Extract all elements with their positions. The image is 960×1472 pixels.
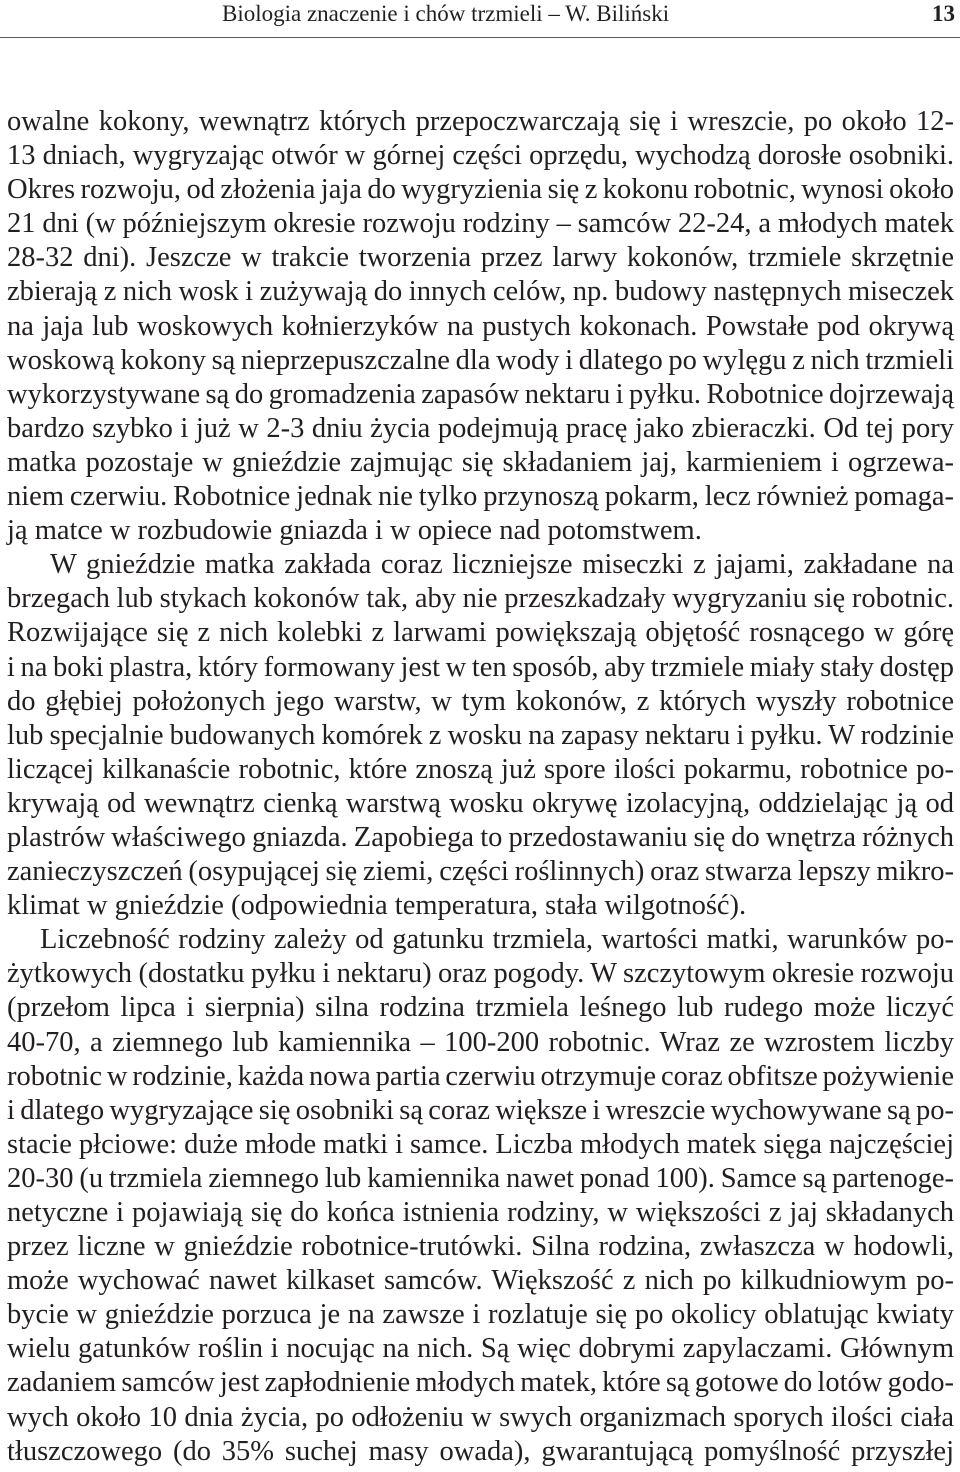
- text-line: Okres rozwoju, od złożenia jaja do wygryzienia się z kokonu robotnic, wynosi około: [7, 174, 954, 206]
- text-line: na jaja lub woskowych kołnierzyków na pustych kokonach. Powstałe pod okrywą: [7, 310, 954, 342]
- text-line: klimat w gnieździe (odpowiednia temperatura, stała wilgotność).: [7, 890, 747, 922]
- text-line: bycie w gnieździe porzuca je na zawsze i rozlatuje się po okolicy oblatując kwiaty: [7, 1299, 954, 1331]
- text-line: zadaniem samców jest zapłodnienie młodych matek, które są gotowe do lotów godo-: [7, 1367, 954, 1399]
- text-line: tłuszczowego (do 35% suchej masy owada), gwarantującą pomyślność przyszłej: [7, 1435, 954, 1467]
- text-line: owalne kokony, wewnątrz których przepoczwarczają się i wreszcie, po około 12-: [7, 106, 954, 137]
- text-line: lub specjalnie budowanych komórek z wosku na zapasy nektaru i pyłku. W rodzinie: [7, 719, 954, 751]
- text-line: Rozwijające się z nich kolebki z larwami powiększają objętość rosnącego w górę: [7, 617, 954, 649]
- running-title: Biologia znaczenie i chów trzmieli – W. Biliński: [222, 1, 670, 26]
- text-line: Liczebność rodziny zależy od gatunku trzmiela, wartości matki, warunków po-: [40, 924, 954, 956]
- text-line: liczącej kilkanaście robotnic, które znoszą już spore ilości pokarmu, robotnice po-: [7, 753, 954, 785]
- text-line: 40-70, a ziemnego lub kamiennika – 100-200 robotnic. Wraz ze wzrostem liczby: [7, 1026, 954, 1058]
- text-line: do głębiej położonych jego warstw, w tym kokonów, z których wyszły robotnice: [7, 685, 954, 717]
- text-line: woskową kokony są nieprzepuszczalne dla wody i dlatego po wylęgu z nich trzmieli: [7, 344, 954, 376]
- text-line: brzegach lub stykach kokonów tak, aby nie przeszkadzały wygryzaniu się robotnic.: [7, 583, 954, 615]
- text-line: plastrów właściwego gniazda. Zapobiega to przedostawaniu się do wnętrza różnych: [7, 821, 954, 853]
- paragraph-2: [7, 548, 955, 923]
- text-line: wykorzystywane są do gromadzenia zapasów nektaru i pyłku. Robotnice dojrzewają: [7, 378, 954, 410]
- text-line: bardzo szybko i już w 2-3 dniu życia podejmują pracę jako zbieraczki. Od tej pory: [7, 412, 954, 444]
- text-line: krywają od wewnątrz cienką warstwą wosku okrywę izolacyjną, oddzielając ją od: [7, 787, 954, 819]
- text-line: matka pozostaje w gnieździe zajmując się składaniem jaj, karmieniem i ogrzewa-: [7, 446, 954, 478]
- text-line: niem czerwiu. Robotnice jednak nie tylko przynoszą pokarm, lecz również pomaga-: [7, 481, 954, 513]
- paragraph-3: [7, 923, 955, 1469]
- text-line: 28-32 dni). Jeszcze w trakcie tworzenia przez larwy kokonów, trzmiele skrzętnie: [7, 242, 954, 274]
- header-rule: [0, 37, 960, 38]
- text-line: wielu gatunków roślin i nocując na nich. Są więc dobrymi zapylaczami. Głównym: [7, 1333, 954, 1365]
- text-line: 21 dni (w późniejszym okresie rozwoju rodziny – samców 22-24, a młodych matek: [7, 208, 954, 240]
- paragraph-1: [7, 105, 955, 548]
- body-text: [7, 105, 955, 1469]
- text-line: zanieczyszczeń (osypującej się ziemi, części roślinnych) oraz stwarza lepszy mikro-: [7, 856, 954, 888]
- text-line: przez liczne w gnieździe robotnice-trutówki. Silna rodzina, zwłaszcza w hodowli,: [7, 1231, 954, 1263]
- text-line: wych około 10 dnia życia, po odłożeniu w swych organizmach sporych ilości ciała: [7, 1401, 954, 1433]
- text-line: zbierają z nich wosk i zużywają do innych celów, np. budowy następnych miseczek: [7, 276, 954, 308]
- text-line: żytkowych (dostatku pyłku i nektaru) oraz pogody. W szczytowym okresie rozwoju: [7, 958, 954, 990]
- text-line: 13 dniach, wygryzając otwór w górnej części oprzędu, wychodzą dorosłe osobniki.: [7, 140, 954, 172]
- text-line: i na boki plastra, który formowany jest w ten sposób, aby trzmiele miały stały dostęp: [7, 651, 954, 683]
- text-line: (przełom lipca i sierpnia) silna rodzina trzmiela leśnego lub rudego może liczyć: [7, 992, 954, 1024]
- text-line: robotnic w rodzinie, każda nowa partia czerwiu otrzymuje coraz obfitsze pożywienie: [7, 1060, 954, 1092]
- page-number: 13: [932, 1, 955, 26]
- text-line: stacie płciowe: duże młode matki i samce. Liczba młodych matek sięga najczęściej: [7, 1128, 954, 1160]
- text-line: i dlatego wygryzające się osobniki są coraz większe i wreszcie wychowywane są po-: [7, 1094, 954, 1126]
- text-line: netyczne i pojawiają się do końca istnienia rodziny, w większości z jaj składanych: [7, 1197, 954, 1228]
- text-line: ją matce w rozbudowie gniazda i w opiece nad potomstwem.: [7, 515, 702, 547]
- text-line: 20-30 (u trzmiela ziemnego lub kamiennika nawet ponad 100). Samce są partenoge-: [7, 1162, 954, 1194]
- text-line: może wychować nawet kilkaset samców. Większość z nich po kilkudniowym po-: [7, 1265, 954, 1297]
- text-line: W gnieździe matka zakłada coraz liczniejsze miseczki z jajami, zakładane na: [50, 549, 954, 581]
